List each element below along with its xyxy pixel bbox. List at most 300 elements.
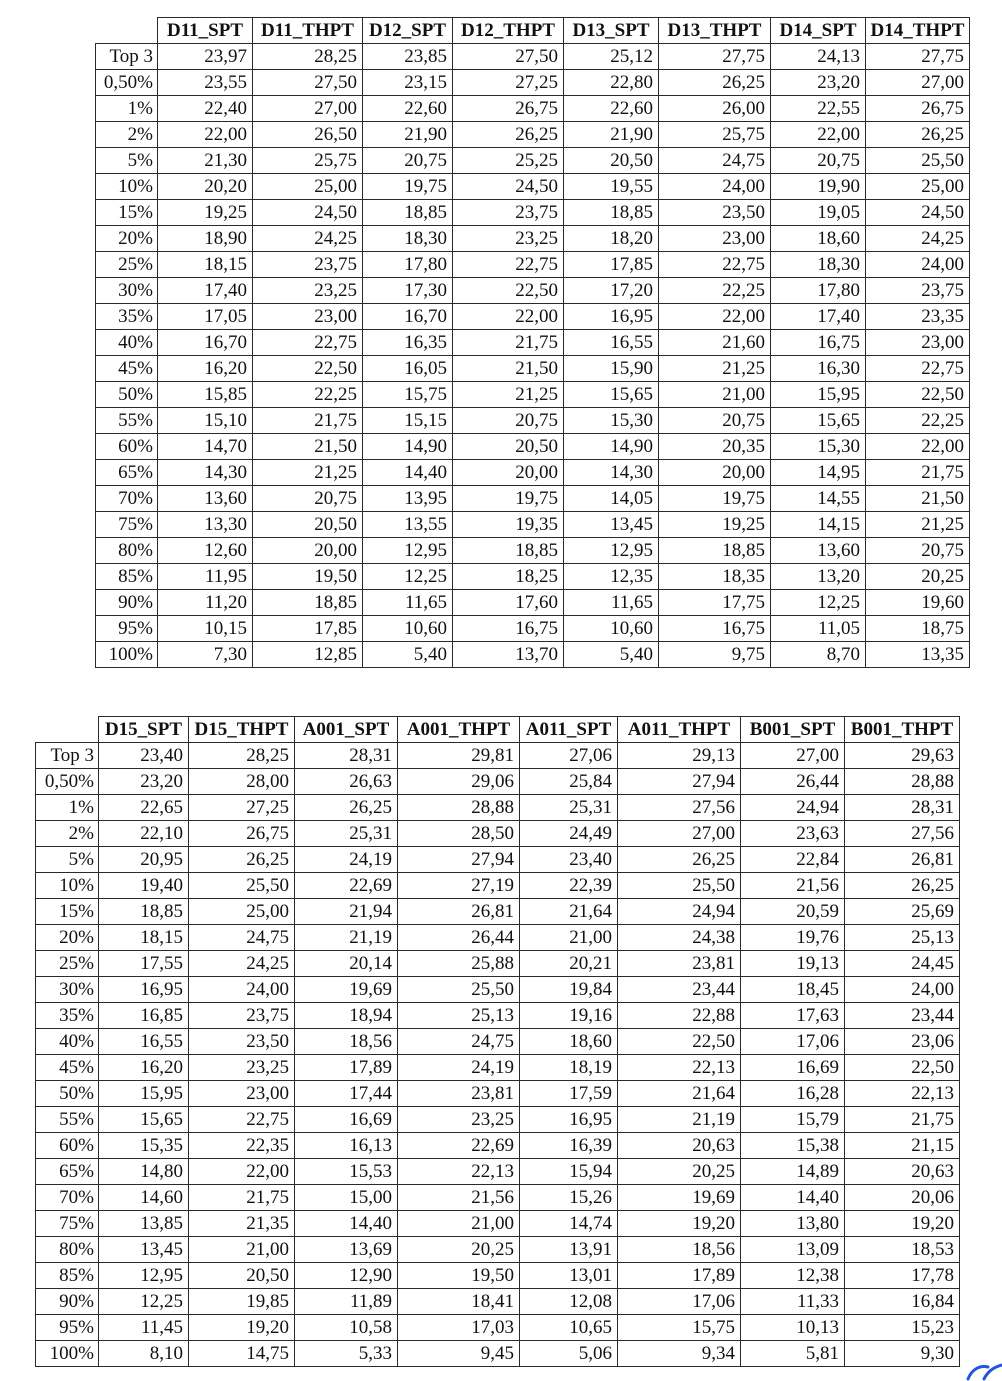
score-cell: 27,94 [618,769,741,795]
table-row [36,1107,960,1133]
score-cell: 22,55 [771,96,866,122]
score-cell: 19,40 [99,873,189,899]
score-cell: 12,90 [295,1263,398,1289]
score-cell: 20,14 [295,951,398,977]
row-label: 70% [96,486,158,512]
score-cell: 21,50 [866,486,970,512]
score-cell: 24,00 [866,252,970,278]
score-cell: 24,19 [398,1055,520,1081]
score-cell: 22,25 [253,382,363,408]
column-header: D12_THPT [453,18,564,44]
score-cell: 23,44 [618,977,741,1003]
score-cell: 23,00 [659,226,771,252]
score-cell: 20,25 [866,564,970,590]
score-cell: 20,25 [618,1159,741,1185]
score-cell: 22,00 [158,122,253,148]
score-cell: 23,00 [189,1081,295,1107]
score-cell: 13,60 [771,538,866,564]
score-cell: 17,59 [520,1081,618,1107]
row-label: 55% [96,408,158,434]
score-cell: 27,94 [398,847,520,873]
score-cell: 5,06 [520,1341,618,1367]
score-cell: 21,30 [158,148,253,174]
table-row [96,278,970,304]
score-cell: 19,60 [866,590,970,616]
score-cell: 13,60 [158,486,253,512]
score-cell: 15,30 [771,434,866,460]
table-row [96,408,970,434]
score-cell: 25,00 [253,174,363,200]
score-cell: 13,35 [866,642,970,668]
row-label: 40% [36,1029,99,1055]
score-cell: 11,05 [771,616,866,642]
score-cell: 23,50 [659,200,771,226]
row-label: 80% [36,1237,99,1263]
score-cell: 12,25 [363,564,453,590]
score-cell: 14,75 [189,1341,295,1367]
score-cell: 22,69 [398,1133,520,1159]
score-cell: 23,44 [845,1003,960,1029]
score-cell: 18,60 [520,1029,618,1055]
score-cell: 16,13 [295,1133,398,1159]
score-cell: 24,75 [398,1029,520,1055]
score-cell: 17,40 [771,304,866,330]
score-cell: 20,35 [659,434,771,460]
score-cell: 22,60 [564,96,659,122]
score-cell: 15,85 [158,382,253,408]
score-cell: 15,65 [771,408,866,434]
score-cell: 27,00 [741,743,845,769]
score-cell: 24,00 [845,977,960,1003]
row-label: 95% [36,1315,99,1341]
score-cell: 23,85 [363,44,453,70]
score-cell: 21,25 [659,356,771,382]
score-cell: 11,65 [564,590,659,616]
score-cell: 27,00 [253,96,363,122]
table-row [96,70,970,96]
score-cell: 21,15 [845,1133,960,1159]
score-cell: 11,89 [295,1289,398,1315]
row-label: 1% [36,795,99,821]
score-cell: 20,00 [253,538,363,564]
column-header: D15_SPT [99,717,189,743]
score-cell: 13,30 [158,512,253,538]
score-cell: 21,90 [363,122,453,148]
score-cell: 24,00 [189,977,295,1003]
score-cell: 18,20 [564,226,659,252]
score-cell: 9,34 [618,1341,741,1367]
score-cell: 16,85 [99,1003,189,1029]
row-label: 100% [96,642,158,668]
score-cell: 12,95 [99,1263,189,1289]
score-cell: 15,79 [741,1107,845,1133]
score-cell: 28,00 [189,769,295,795]
score-cell: 26,25 [295,795,398,821]
score-cell: 15,90 [564,356,659,382]
score-cell: 13,80 [741,1211,845,1237]
score-cell: 15,23 [845,1315,960,1341]
score-cell: 22,39 [520,873,618,899]
score-cell: 16,69 [741,1055,845,1081]
score-cell: 17,78 [845,1263,960,1289]
score-cell: 20,75 [866,538,970,564]
score-cell: 22,50 [845,1055,960,1081]
score-cell: 23,75 [453,200,564,226]
score-cell: 22,13 [398,1159,520,1185]
score-cell: 22,00 [453,304,564,330]
score-cell: 23,25 [453,226,564,252]
score-cell: 5,81 [741,1341,845,1367]
score-cell: 20,50 [564,148,659,174]
score-cell: 23,55 [158,70,253,96]
score-cell: 23,40 [520,847,618,873]
score-cell: 24,94 [741,795,845,821]
score-cell: 15,53 [295,1159,398,1185]
score-cell: 22,75 [189,1107,295,1133]
row-label: 85% [96,564,158,590]
score-cell: 19,25 [659,512,771,538]
table-row [96,564,970,590]
row-label: 45% [36,1055,99,1081]
row-label: Top 3 [36,743,99,769]
table-row [36,1003,960,1029]
score-cell: 15,38 [741,1133,845,1159]
score-cell: 8,70 [771,642,866,668]
score-cell: 12,25 [99,1289,189,1315]
score-cell: 17,80 [771,278,866,304]
table-row [36,1315,960,1341]
score-cell: 22,80 [564,70,659,96]
score-cell: 19,50 [253,564,363,590]
score-cell: 23,97 [158,44,253,70]
score-cell: 14,70 [158,434,253,460]
row-label: 35% [96,304,158,330]
table-row [36,1263,960,1289]
score-cell: 23,25 [189,1055,295,1081]
score-cell: 27,75 [866,44,970,70]
score-cell: 28,88 [845,769,960,795]
score-cell: 27,19 [398,873,520,899]
score-cell: 20,06 [845,1185,960,1211]
table-row [96,642,970,668]
table-row [36,847,960,873]
pen-scribble-mark [962,1353,1002,1381]
score-cell: 14,90 [363,434,453,460]
score-cell: 20,75 [253,486,363,512]
score-cell: 22,40 [158,96,253,122]
score-cell: 21,50 [453,356,564,382]
table-row [36,951,960,977]
table-row [36,1211,960,1237]
score-cell: 14,30 [564,460,659,486]
score-cell: 25,84 [520,769,618,795]
score-cell: 19,75 [453,486,564,512]
score-cell: 18,60 [771,226,866,252]
table-row [36,769,960,795]
column-header: A001_SPT [295,717,398,743]
column-header: D11_SPT [158,18,253,44]
table-row [96,252,970,278]
score-cell: 21,25 [253,460,363,486]
score-cell: 17,44 [295,1081,398,1107]
table-row [96,304,970,330]
table-row [36,743,960,769]
score-cell: 17,63 [741,1003,845,1029]
score-cell: 11,45 [99,1315,189,1341]
score-cell: 25,31 [295,821,398,847]
score-cell: 25,88 [398,951,520,977]
score-cell: 16,28 [741,1081,845,1107]
score-cell: 22,13 [845,1081,960,1107]
score-cell: 28,31 [845,795,960,821]
score-cell: 18,56 [618,1237,741,1263]
score-cell: 16,55 [99,1029,189,1055]
score-cell: 16,75 [659,616,771,642]
score-cell: 24,00 [659,174,771,200]
row-label: 5% [36,847,99,873]
row-label: 15% [96,200,158,226]
score-cell: 13,95 [363,486,453,512]
score-cell: 17,85 [564,252,659,278]
score-cell: 22,75 [453,252,564,278]
table-row [96,460,970,486]
score-cell: 21,64 [520,899,618,925]
row-label: 65% [96,460,158,486]
row-label: 85% [36,1263,99,1289]
score-cell: 21,19 [618,1107,741,1133]
score-cell: 12,38 [741,1263,845,1289]
score-cell: 17,06 [618,1289,741,1315]
score-cell: 14,05 [564,486,659,512]
score-cell: 15,30 [564,408,659,434]
score-cell: 5,33 [295,1341,398,1367]
score-cell: 10,58 [295,1315,398,1341]
score-cell: 21,00 [659,382,771,408]
score-cell: 17,06 [741,1029,845,1055]
score-cell: 14,80 [99,1159,189,1185]
score-cell: 24,94 [618,899,741,925]
score-cell: 16,95 [99,977,189,1003]
column-header: D14_THPT [866,18,970,44]
score-cell: 14,55 [771,486,866,512]
column-header: D13_SPT [564,18,659,44]
row-label: 10% [96,174,158,200]
corner-cell [36,717,99,743]
score-cell: 23,75 [189,1003,295,1029]
score-cell: 18,90 [158,226,253,252]
row-label: 75% [36,1211,99,1237]
table-row [36,1159,960,1185]
score-cell: 14,90 [564,434,659,460]
score-cell: 13,45 [564,512,659,538]
score-cell: 27,50 [453,44,564,70]
score-cell: 26,44 [398,925,520,951]
score-cell: 23,50 [189,1029,295,1055]
score-cell: 18,56 [295,1029,398,1055]
score-cell: 17,40 [158,278,253,304]
score-cell: 21,94 [295,899,398,925]
score-cell: 25,50 [189,873,295,899]
score-cell: 24,50 [453,174,564,200]
score-cell: 21,25 [866,512,970,538]
score-cell: 29,06 [398,769,520,795]
score-cell: 24,25 [866,226,970,252]
row-label: 50% [36,1081,99,1107]
score-cell: 25,13 [398,1003,520,1029]
column-header: D12_SPT [363,18,453,44]
column-header: B001_SPT [741,717,845,743]
score-cell: 15,26 [520,1185,618,1211]
row-label: 30% [36,977,99,1003]
score-cell: 8,10 [99,1341,189,1367]
score-cell: 15,95 [771,382,866,408]
score-cell: 18,94 [295,1003,398,1029]
column-header: B001_THPT [845,717,960,743]
score-cell: 26,44 [741,769,845,795]
score-cell: 26,00 [659,96,771,122]
score-cell: 10,60 [564,616,659,642]
score-cell: 9,45 [398,1341,520,1367]
score-cell: 20,50 [189,1263,295,1289]
row-label: 15% [36,899,99,925]
score-cell: 19,55 [564,174,659,200]
score-cell: 23,40 [99,743,189,769]
row-label: Top 3 [96,44,158,70]
score-cell: 23,15 [363,70,453,96]
score-cell: 20,63 [618,1133,741,1159]
score-cell: 22,75 [659,252,771,278]
score-cell: 19,50 [398,1263,520,1289]
table-row [36,1081,960,1107]
score-cell: 25,50 [866,148,970,174]
score-cell: 9,30 [845,1341,960,1367]
score-cell: 20,63 [845,1159,960,1185]
score-cell: 24,75 [189,925,295,951]
score-cell: 22,50 [453,278,564,304]
score-cell: 18,85 [453,538,564,564]
score-cell: 21,56 [398,1185,520,1211]
score-cell: 15,75 [618,1315,741,1341]
score-cell: 21,35 [189,1211,295,1237]
score-cell: 26,25 [659,70,771,96]
table-row [36,925,960,951]
score-cell: 15,65 [99,1107,189,1133]
score-cell: 24,13 [771,44,866,70]
score-cell: 22,10 [99,821,189,847]
score-cell: 21,50 [253,434,363,460]
score-cell: 13,55 [363,512,453,538]
row-label: 0,50% [36,769,99,795]
table-row [36,1237,960,1263]
score-cell: 21,56 [741,873,845,899]
table-row [96,330,970,356]
table-row [96,616,970,642]
table-row [96,226,970,252]
score-cell: 10,13 [741,1315,845,1341]
score-cell: 17,89 [618,1263,741,1289]
score-cell: 18,41 [398,1289,520,1315]
score-cell: 21,00 [189,1237,295,1263]
score-cell: 10,65 [520,1315,618,1341]
table-row [96,434,970,460]
score-cell: 19,69 [618,1185,741,1211]
score-cell: 19,25 [158,200,253,226]
table-row [96,96,970,122]
score-cell: 22,35 [189,1133,295,1159]
score-cell: 27,56 [845,821,960,847]
score-cell: 12,25 [771,590,866,616]
row-label: 10% [36,873,99,899]
score-cell: 27,25 [453,70,564,96]
score-cell: 13,45 [99,1237,189,1263]
score-cell: 23,25 [398,1107,520,1133]
score-cell: 22,00 [866,434,970,460]
score-cell: 13,69 [295,1237,398,1263]
row-label: 50% [96,382,158,408]
score-cell: 16,95 [520,1107,618,1133]
score-cell: 11,33 [741,1289,845,1315]
score-cell: 20,25 [398,1237,520,1263]
score-cell: 15,15 [363,408,453,434]
score-cell: 23,00 [253,304,363,330]
score-cell: 21,75 [253,408,363,434]
row-label: 60% [96,434,158,460]
score-cell: 14,74 [520,1211,618,1237]
score-table-2 [35,716,960,1367]
row-label: 5% [96,148,158,174]
score-cell: 19,75 [363,174,453,200]
score-cell: 17,05 [158,304,253,330]
score-cell: 16,75 [771,330,866,356]
row-label: 2% [96,122,158,148]
score-cell: 15,00 [295,1185,398,1211]
score-cell: 14,40 [363,460,453,486]
row-label: 20% [36,925,99,951]
score-cell: 12,95 [564,538,659,564]
row-label: 90% [36,1289,99,1315]
score-cell: 12,08 [520,1289,618,1315]
score-cell: 13,91 [520,1237,618,1263]
score-cell: 16,69 [295,1107,398,1133]
score-cell: 27,50 [253,70,363,96]
score-cell: 9,75 [659,642,771,668]
score-cell: 22,25 [659,278,771,304]
score-cell: 11,20 [158,590,253,616]
score-cell: 20,20 [158,174,253,200]
score-cell: 21,75 [189,1185,295,1211]
row-label: 60% [36,1133,99,1159]
row-label: 35% [36,1003,99,1029]
score-cell: 13,20 [771,564,866,590]
score-cell: 12,85 [253,642,363,668]
score-cell: 25,25 [453,148,564,174]
row-label: 95% [96,616,158,642]
score-cell: 25,12 [564,44,659,70]
table-row [36,873,960,899]
score-cell: 25,50 [398,977,520,1003]
row-label: 40% [96,330,158,356]
score-cell: 18,15 [158,252,253,278]
score-cell: 18,35 [659,564,771,590]
score-cell: 20,75 [771,148,866,174]
row-label: 55% [36,1107,99,1133]
score-cell: 14,89 [741,1159,845,1185]
score-cell: 29,63 [845,743,960,769]
score-cell: 19,90 [771,174,866,200]
column-header: D13_THPT [659,18,771,44]
score-cell: 19,13 [741,951,845,977]
score-cell: 21,00 [398,1211,520,1237]
